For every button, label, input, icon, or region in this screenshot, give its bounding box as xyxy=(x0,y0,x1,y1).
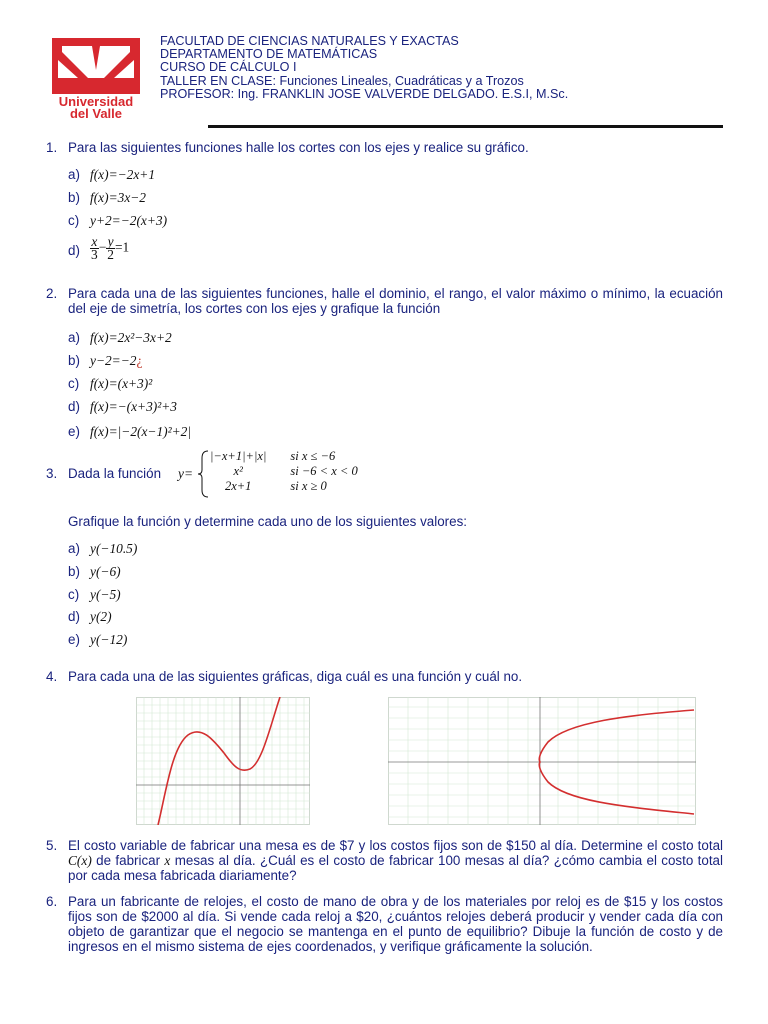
university-logo xyxy=(48,38,144,120)
question-2 xyxy=(46,286,726,318)
q1-item-c: c) y+2=−2(x+3) xyxy=(68,213,168,228)
graph-sideways-parabola xyxy=(388,697,696,825)
header-line: CURSO DE CÁLCULO I xyxy=(160,60,297,75)
header-line: TALLER EN CLASE: Funciones Lineales, Cuadráticas y a Trozos xyxy=(160,73,524,88)
q3-item-a: a) y(−10.5) xyxy=(68,541,138,556)
q3-subtext: Grafique la función y determine cada uno de los siguientes valores: xyxy=(68,514,467,529)
logo-text-2: del Valle xyxy=(69,106,123,121)
q3-item-e: e) y(−12) xyxy=(68,632,128,647)
q3-item-c: c) y(−5) xyxy=(68,587,121,602)
q1-item-d: d) $\frac{x}{3}$ − $\frac{y}{2}$ =1 xyxy=(68,234,130,262)
q2-item-e: e) f(x)=|−2(x−1)²+2| xyxy=(68,424,192,439)
question-text: Para cada una de las siguientes gráficas, diga cuál es una función y cuál no. xyxy=(68,669,523,684)
question-text: Para cada una de las siguientes funciones, halle el dominio, el rango, el valor máximo o mínimo, la ecuación del eje de simetría, los cortes con los ejes y grafique la función xyxy=(68,286,723,316)
graph-cubic xyxy=(136,697,310,825)
question-6 xyxy=(46,894,726,958)
question-number: 4. xyxy=(46,669,58,684)
q1-item-a: a) f(x)=−2x+1 xyxy=(68,167,156,182)
header-line: DEPARTAMENTO DE MATEMÁTICAS xyxy=(160,47,378,62)
header-rule xyxy=(208,125,723,128)
q1-item-b: b) f(x)=3x−2 xyxy=(68,190,146,205)
q3-item-b: b) y(−6) xyxy=(68,564,121,579)
q2-item-b: b) y−2=−2¿ xyxy=(68,353,143,368)
logo-text-1: Universidad xyxy=(58,94,134,109)
piecewise-table: |−x+1|+|x| si x ≤ −6 x² si −6 < x < 0 2x+1 si x ≥ 0 xyxy=(210,449,358,493)
question-number: 1. xyxy=(46,140,58,155)
question-number: 5. xyxy=(46,838,58,853)
question-text: El costo variable de fabricar una mesa es de $7 y los costos fijos son de $150 al día. Determine el costo total C(x) de fabricar x mesas al día. ¿Cuál es el costo de fabricar 100 mesas al día? ¿cómo cambia el costo total por cada mesa fabricada diariamente? xyxy=(68,838,723,883)
q2-item-a: a) f(x)=2x²−3x+2 xyxy=(68,330,172,345)
q2-item-d: d) f(x)=−(x+3)²+3 xyxy=(68,399,177,414)
question-number: 6. xyxy=(46,894,58,909)
question-5 xyxy=(46,838,726,886)
question-number: 3. xyxy=(46,466,58,481)
question-text: Para las siguientes funciones halle los cortes con los ejes y realice su gráfico. xyxy=(68,140,529,155)
question-text: Dada la función xyxy=(68,466,162,481)
q3-item-d: d) y(2) xyxy=(68,609,112,624)
q3-y-eq: y= xyxy=(178,466,193,481)
header-line: PROFESOR: Ing. FRANKLIN JOSE VALVERDE DELGADO. E.S.I, M.Sc. xyxy=(160,86,569,101)
q2-item-c: c) f(x)=(x+3)² xyxy=(68,376,153,391)
question-number: 2. xyxy=(46,286,58,301)
document-header xyxy=(160,35,568,101)
question-text: Para un fabricante de relojes, el costo de mano de obra y de los materiales por reloj es de $15 y los costos fijos son de $2000 al día. Si vende cada reloj a $20, ¿cuántos relojes deberá producir y vender cada día con objeto de garantizar que el negocio se mantenga en el punto de equilibrio? Dibuje la función de costo y de ingresos en el mismo sistema de ejes coordenados, y verifique gráficamente la solución. xyxy=(68,894,723,954)
header-line: FACULTAD DE CIENCIAS NATURALES Y EXACTAS xyxy=(160,34,459,48)
